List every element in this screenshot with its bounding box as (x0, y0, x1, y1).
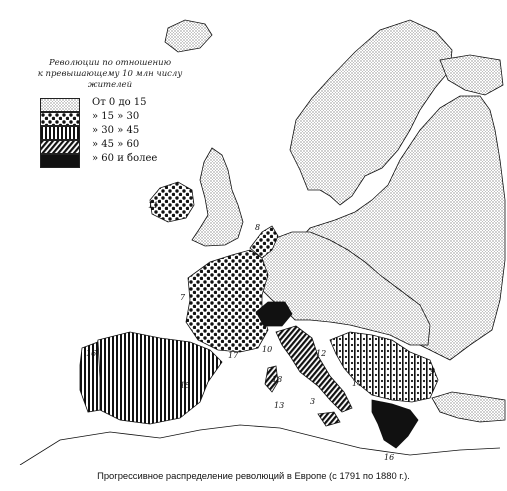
legend-swatch-fine-dots (40, 98, 80, 112)
region-number: 11 (148, 201, 159, 210)
region-number: 13 (274, 401, 285, 410)
legend-label: От 0 до 15 (92, 97, 147, 108)
region-number: 9 (430, 367, 436, 376)
region-france (186, 250, 268, 352)
region-number: 16 (384, 453, 395, 462)
region-number: 12 (316, 349, 327, 358)
region-number: 14 (352, 379, 363, 388)
africa-coast (20, 425, 500, 465)
region-number: 18 (272, 375, 283, 384)
region-britain (192, 148, 243, 246)
legend-title (30, 58, 190, 91)
legend-swatch-solid (40, 154, 80, 168)
region-kola (440, 55, 503, 95)
region-number: 3 (310, 397, 316, 406)
map-caption: Прогрессивное распределение революций в Европе (с 1791 по 1880 г.). (97, 470, 410, 481)
region-sicily (318, 412, 340, 426)
region-iceland (165, 20, 212, 52)
region-number: 17 (228, 351, 239, 360)
legend-label: » 30 » 45 (92, 125, 140, 136)
legend-label: » 45 » 60 (92, 139, 140, 150)
region-turkey (432, 392, 505, 422)
legend-title-line1: Революции по отношению (48, 58, 172, 68)
legend-label: » 60 и более (92, 153, 158, 164)
region-number: 10 (262, 345, 273, 354)
legend-swatch-large-dots (40, 112, 80, 126)
region-number: 15 (180, 381, 191, 390)
region-number: 8 (255, 223, 261, 232)
region-spain (94, 332, 222, 424)
legend-title-line2: к превышающему 10 млн числу жителей (37, 69, 183, 90)
legend-label: » 15 » 30 (92, 111, 140, 122)
region-number: 16 (86, 349, 97, 358)
legend-swatch-vertical-hatch (40, 126, 80, 140)
legend-swatch-diagonal-hatch (40, 140, 80, 154)
region-greece (372, 400, 418, 448)
region-number: 7 (180, 293, 186, 302)
